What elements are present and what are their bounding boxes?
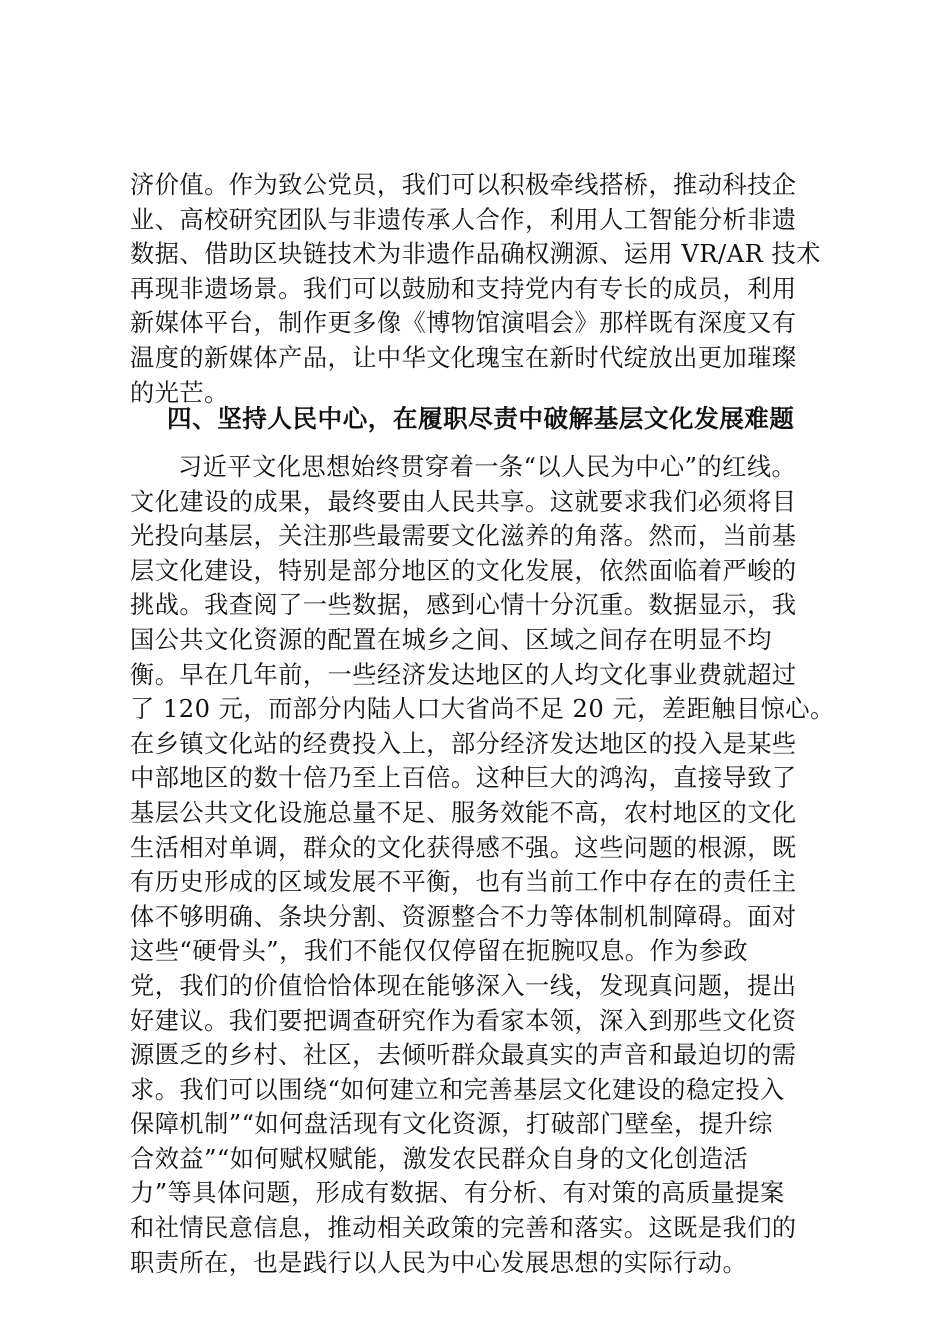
- paragraph-line: 基层公共文化设施总量不足、服务效能不高，农村地区的文化: [130, 798, 797, 827]
- paragraph-line: 中部地区的数十倍乃至上百倍。这种巨大的鸿沟，直接导致了: [130, 764, 797, 793]
- paragraph-line: 好建议。我们要把调查研究作为看家本领，深入到那些文化资: [130, 1006, 797, 1035]
- paragraph-line: 挑战。我查阅了一些数据，感到心情十分沉重。数据显示，我: [130, 591, 797, 620]
- paragraph-line: 和社情民意信息，推动相关政策的完善和落实。这既是我们的: [130, 1214, 797, 1243]
- paragraph-line: 力”等具体问题，形成有数据、有分析、有对策的高质量提案: [130, 1179, 785, 1208]
- paragraph-line: 生活相对单调，群众的文化获得感不强。这些问题的根源，既: [130, 833, 797, 862]
- paragraph-line: 层文化建设，特别是部分地区的文化发展，依然面临着严峻的: [130, 556, 797, 585]
- section-heading: 四、坚持人民中心，在履职尽责中破解基层文化发展难题: [167, 404, 795, 433]
- paragraph-line: 职责所在，也是践行以人民为中心发展思想的实际行动。: [130, 1248, 748, 1277]
- paragraph-line: 了 120 元，而部分内陆人口大省尚不足 20 元，差距触目惊心。: [130, 695, 835, 724]
- paragraph-line: 党，我们的价值恰恰体现在能够深入一线，发现真问题，提出: [130, 971, 797, 1000]
- paragraph-line: 源匮乏的乡村、社区，去倾听群众最真实的声音和最迫切的需: [130, 1041, 797, 1070]
- paragraph-intro: [130, 168, 821, 410]
- paragraph-line: 新媒体平台，制作更多像《博物馆演唱会》那样既有深度又有: [130, 309, 797, 338]
- paragraph-line: 光投向基层，关注那些最需要文化滋养的角落。然而，当前基: [130, 522, 797, 551]
- paragraph-line: 求。我们可以围绕“如何建立和完善基层文化建设的稳定投入: [130, 1075, 785, 1104]
- paragraph-line: 这些“硬骨头”，我们不能仅仅停留在扼腕叹息。作为参政: [130, 937, 749, 966]
- paragraph-body: [130, 450, 835, 1280]
- paragraph-line: 的光芒。: [130, 378, 229, 407]
- paragraph-line: 有历史形成的区域发展不平衡，也有当前工作中存在的责任主: [130, 868, 797, 897]
- paragraph-line: 衡。早在几年前，一些经济发达地区的人均文化事业费就超过: [130, 660, 797, 689]
- paragraph-line: 保障机制”“如何盘活现有文化资源，打破部门壁垒，提升综: [130, 1110, 773, 1139]
- paragraph-line: 合效益”“如何赋权赋能，激发农民群众自身的文化创造活: [130, 1144, 749, 1173]
- paragraph-line: 温度的新媒体产品，让中华文化瑰宝在新时代绽放出更加璀璨: [130, 343, 797, 372]
- paragraph-line: 在乡镇文化站的经费投入上，部分经济发达地区的投入是某些: [130, 729, 797, 758]
- paragraph-line: 再现非遗场景。我们可以鼓励和支持党内有专长的成员，利用: [130, 274, 797, 303]
- paragraph-line: 习近平文化思想始终贯穿着一条“以人民为中心”的红线。: [178, 453, 797, 481]
- paragraph-line: 济价值。作为致公党员，我们可以积极牵线搭桥，推动科技企: [130, 171, 797, 199]
- paragraph-line: 业、高校研究团队与非遗传承人合作，利用人工智能分析非遗: [130, 205, 797, 234]
- paragraph-line: 数据、借助区块链技术为非遗作品确权溯源、运用 VR/AR 技术: [130, 240, 821, 269]
- paragraph-line: 体不够明确、条块分割、资源整合不力等体制机制障碍。面对: [130, 902, 797, 931]
- paragraph-line: 国公共文化资源的配置在城乡之间、区域之间存在明显不均: [130, 625, 772, 654]
- paragraph-line: 文化建设的成果，最终要由人民共享。这就要求我们必须将目: [130, 487, 797, 516]
